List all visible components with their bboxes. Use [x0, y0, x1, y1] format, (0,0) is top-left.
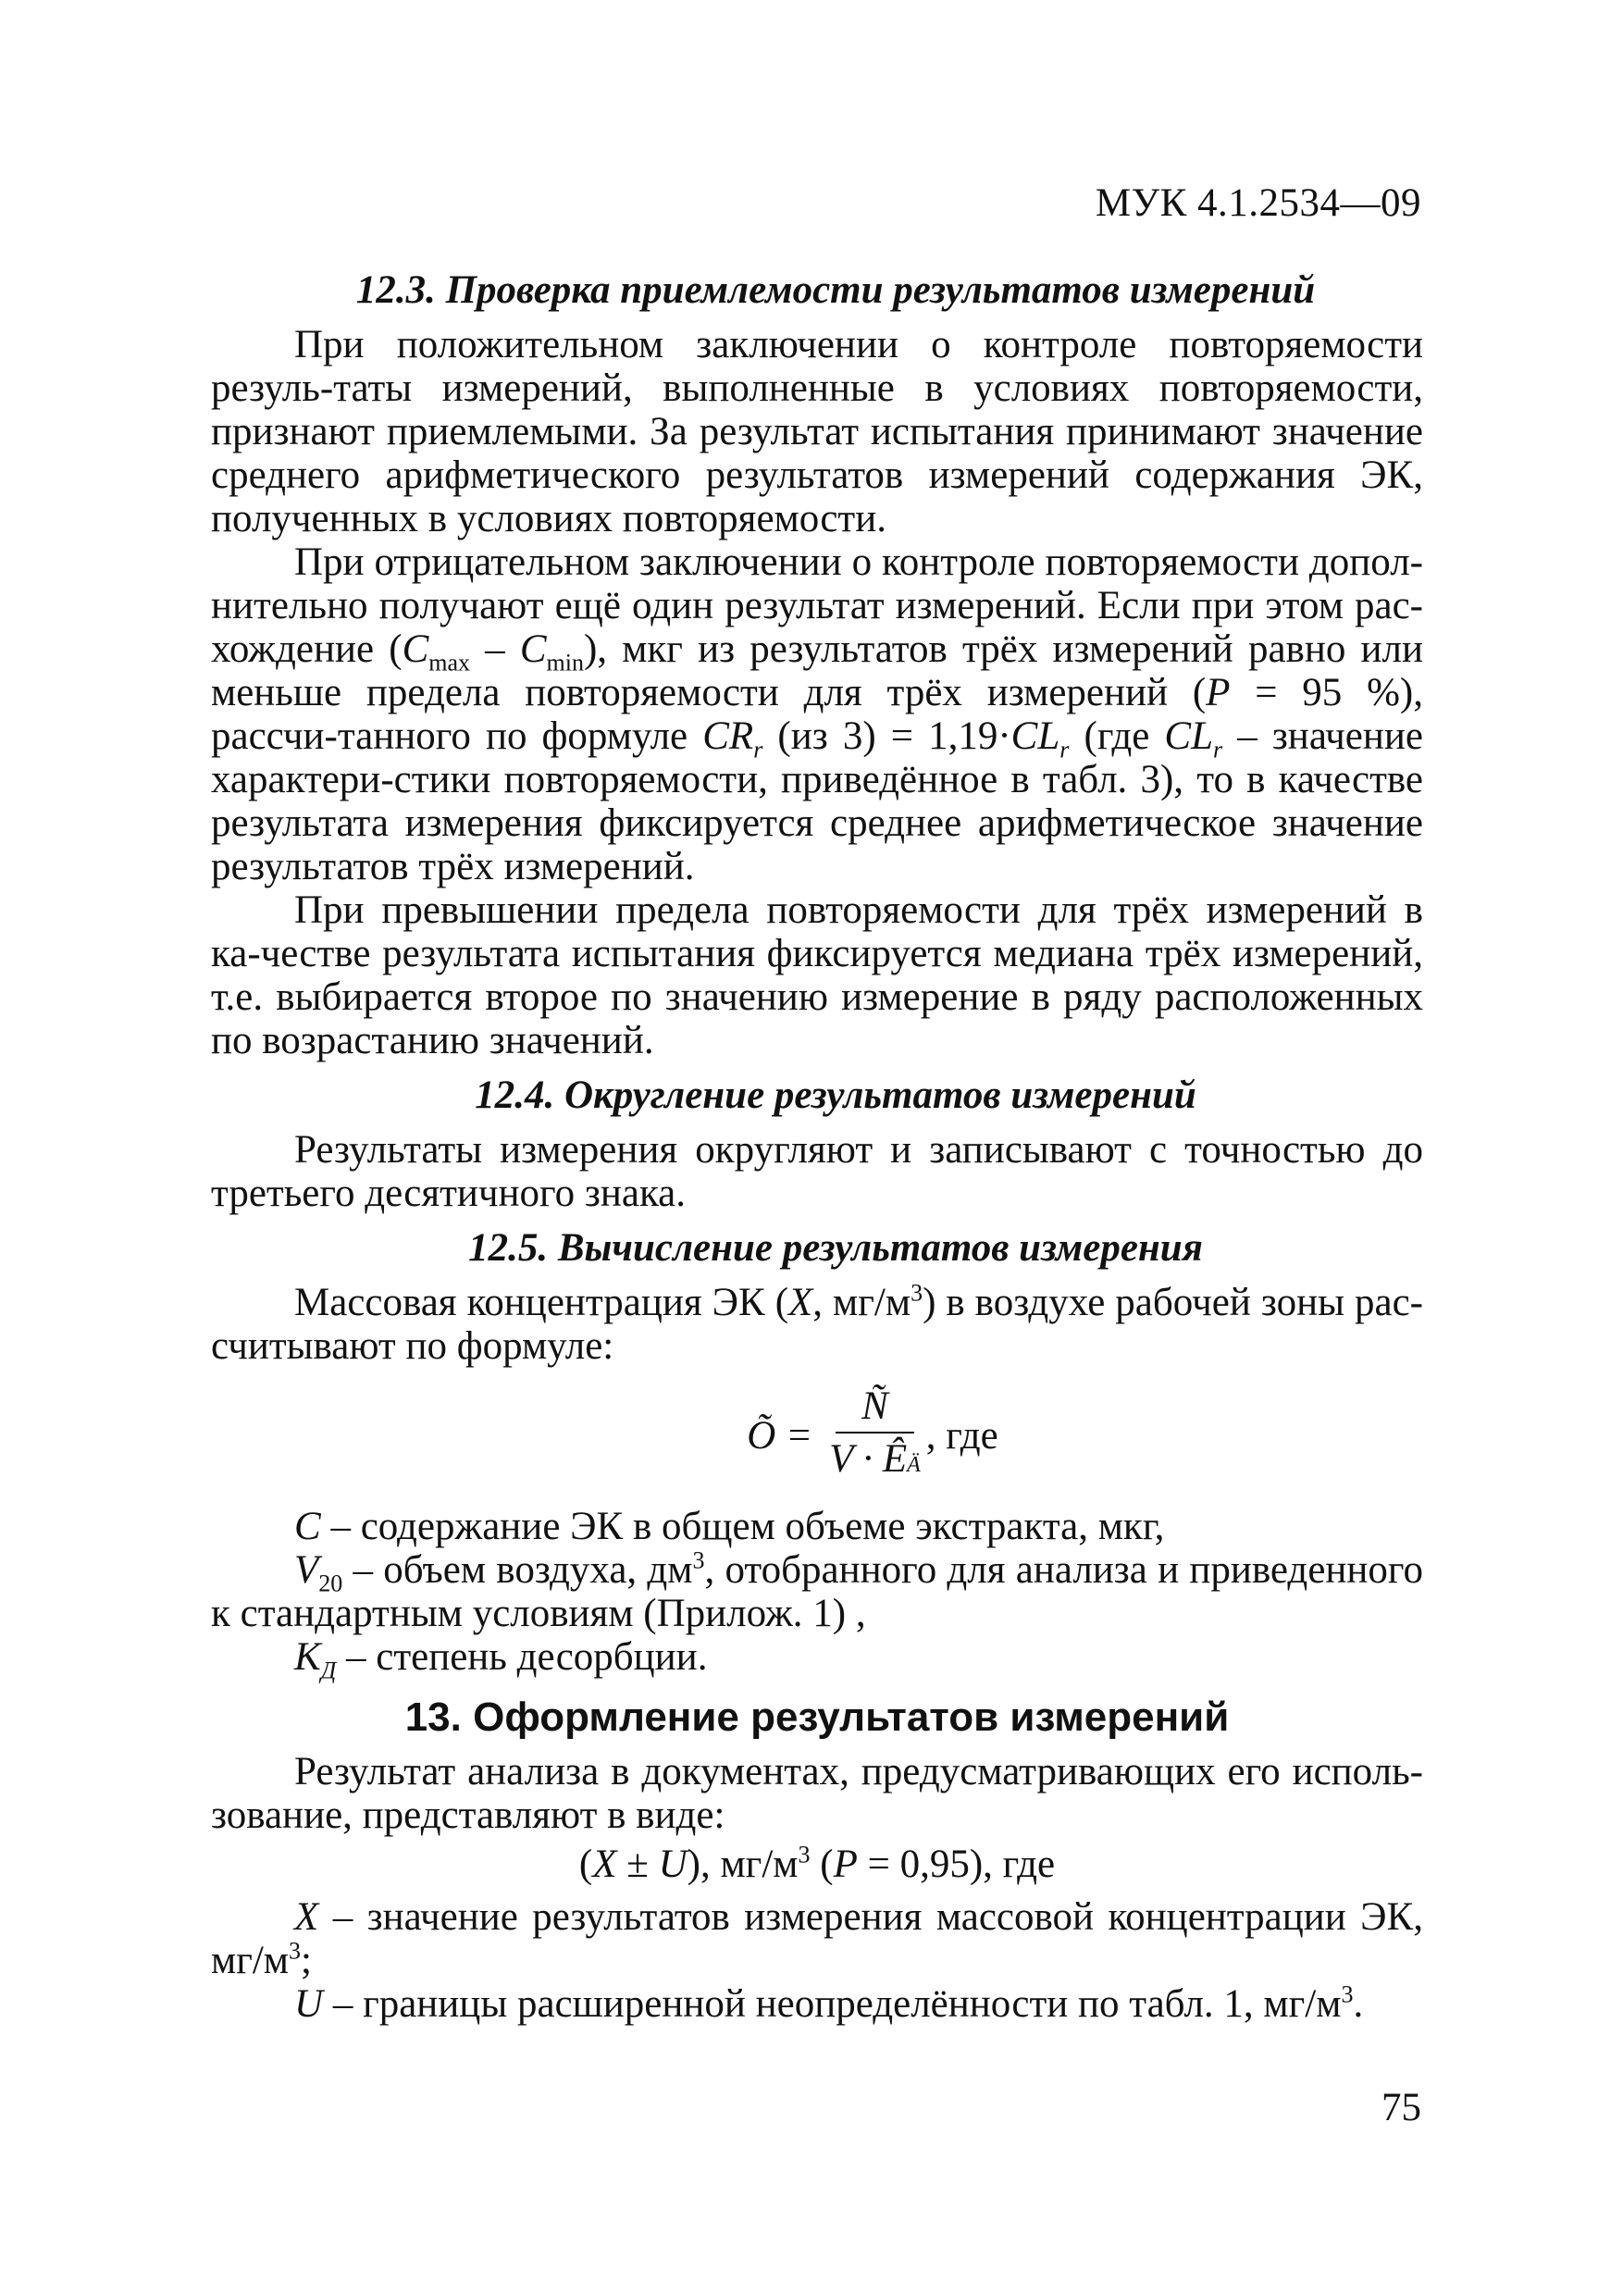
- section-12-4-title: 12.4. Округление результатов измерений: [475, 1074, 1196, 1117]
- section-13-paragraph-1: Результат анализа в документах, предусматривающих его исполь-зование, представляют в виде:: [211, 1750, 1423, 1837]
- formula-fraction: [829, 1384, 921, 1487]
- formula-tail: , где: [925, 1413, 998, 1458]
- section-12-4-paragraph-1: Результаты измерения округляют и записывают с точностью до третьего десятичного знака.: [211, 1128, 1423, 1215]
- section-12-5-title: 12.5. Вычисление результатов измерения: [468, 1226, 1203, 1270]
- definition-c: C – содержание ЭК в общем объеме экстракта, мкг,: [294, 1505, 1165, 1548]
- section-12-3-paragraph-3: При превышении предела повторяемости для трёх измерений в ка-честве результата испытания фиксируется медиана трёх измерений, т.е. выбирается второе по значению измерение в ряду расположенных по возрастанию значений.: [211, 888, 1423, 1062]
- formula-numerator: Ñ: [836, 1384, 914, 1433]
- definition-u: U – границы расширенной неопределённости по табл. 1, $мг/м^3$.: [294, 1980, 1364, 2026]
- section-12-3-title: 12.3. Проверка приемлемости результатов измерений: [355, 268, 1316, 312]
- formula-lhs: Õ =: [747, 1413, 813, 1458]
- section-12-3-paragraph-2: При отрицательном заключении о контроле повторяемости допол-нительно получают ещё один результат измерений. Если при этом рас-хождение $(C_{max} - C_{min})$, мкг из результатов трёх измерений равно или меньше предела повторяемости для трёх измерений (P = 95 %), рассчи-танного по формуле $CR_r$ (из $3) = 1,19\cdot CL_r$ (где $CL_r$ – значение характери-стики повторяемости, приведённое в табл. 3), то в качестве результата измерения фиксируется среднее арифметическое значение результатов трёх измерений.: [211, 540, 1424, 888]
- definition-kd: $K_Д$ – степень десорбции.: [294, 1635, 708, 1684]
- definition-x: X – значение результатов измерения массовой концентрации ЭК, $мг/м^3$;: [211, 1895, 1423, 1982]
- section-12-3-paragraph-1: При положительном заключении о контроле повторяемости резуль-таты измерений, выполненные в условиях повторяемости, признают приемлемыми. За результат испытания принимают значение среднего арифметического результатов измерений содержания ЭК, полученных в условиях повторяемости.: [211, 323, 1423, 540]
- section-12-5-paragraph-1: Массовая концентрация ЭК (X, $мг/м^3$) в воздухе рабочей зоны рас-считывают по формуле:: [211, 1279, 1423, 1368]
- concentration-formula: [211, 1375, 1423, 1496]
- running-head: МУК 4.1.2534—09: [1095, 181, 1421, 225]
- section-13-title: 13. Оформление результатов измерений: [404, 1694, 1230, 1740]
- definition-v20: $V_{20}$ – объем воздуха, $дм^3$, отобранного для анализа и приведенного к стандартным условиям (Прилож. 1) ,: [211, 1546, 1423, 1635]
- page-content: [211, 268, 1423, 2026]
- result-expression: (X ± U), $мг/м^3$ (P = 0,95), где: [578, 1841, 1056, 1886]
- formula-denominator: V · ÊÄ: [829, 1436, 921, 1481]
- page-number: 75: [1381, 2086, 1421, 2129]
